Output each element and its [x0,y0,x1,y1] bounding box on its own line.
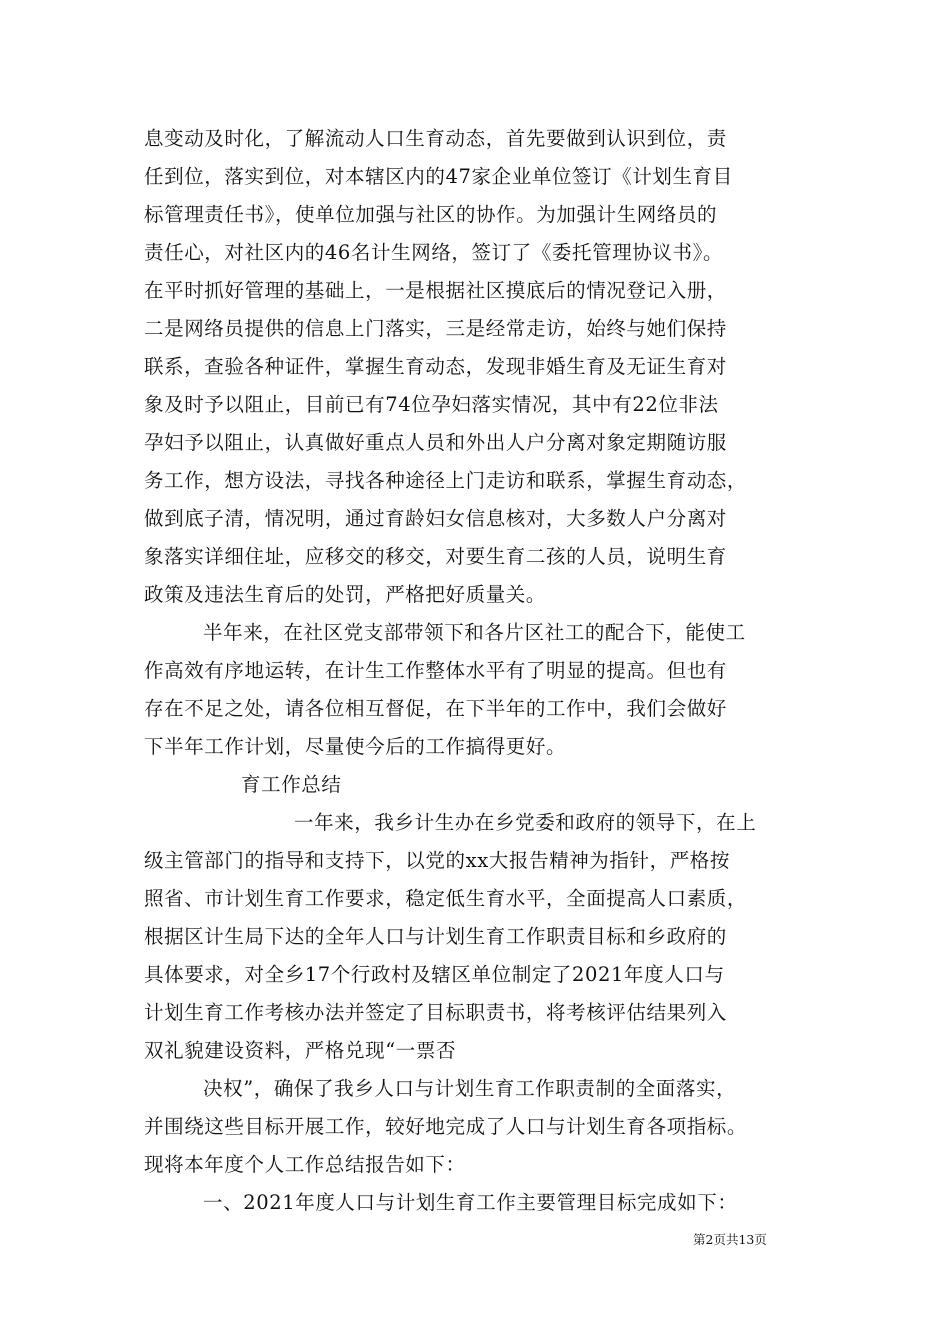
body-text-line: 责任心，对社区内的46名计生网络，签订了《委托管理协议书》。 [144,241,724,264]
body-text-line: 作高效有序地运转，在计生工作整体水平有了明显的提高。但也有 [144,659,727,682]
body-text-line: 标管理责任书》，使单位加强与社区的协作。为加强计生网络员的 [144,203,718,226]
body-text-line: 做到底子清，情况明，通过育龄妇女信息核对，大多数人户分离对 [144,507,727,530]
body-text-line: 现将本年度个人工作总结报告如下： [144,1153,466,1176]
body-text-line: 具体要求，对全乡17个行政村及辖区单位制定了2021年度人口与 [144,963,725,986]
page-number: 第2页共13页 [693,1232,767,1247]
body-text-line: 务工作，想方设法，寻找各种途径上门走访和联系，掌握生育动态， [144,469,748,492]
body-text-line: 存在不足之处，请各位相互督促，在下半年的工作中，我们会做好 [144,697,727,720]
body-text-line: 在平时抓好管理的基础上，一是根据社区摸底后的情况登记入册， [144,279,727,302]
body-text-line: 象落实详细住址，应移交的移交，对要生育二孩的人员，说明生育 [144,545,727,568]
body-text-line: 计划生育工作考核办法并签定了目标职责书，将考核评估结果列入 [144,1001,727,1024]
section-heading: 育工作总结 [241,773,342,796]
body-text-line: 一、2021年度人口与计划生育工作主要管理目标完成如下： [203,1191,738,1214]
body-text-line: 一年来，我乡计生办在乡党委和政府的领导下，在上 [294,811,757,834]
body-text-line: 息变动及时化，了解流动人口生育动态，首先要做到认识到位，责 [144,127,727,150]
body-text-line: 政策及违法生育后的处罚，严格把好质量关。 [144,583,547,606]
body-text-line: 半年来，在社区党支部带领下和各片区社工的配合下，能使工 [203,621,746,644]
body-text-line: 象及时予以阻止，目前已有74位孕妇落实情况，其中有22位非法 [144,393,719,416]
body-text-line: 级主管部门的指导和支持下，以党的xx大报告精神为指针，严格按 [144,849,730,872]
body-text-line: 下半年工作计划，尽量使今后的工作搞得更好。 [144,735,567,758]
body-text-line: 双礼貌建设资料，严格兑现“一票否 [144,1039,457,1062]
body-text-line: 根据区计生局下达的全年人口与计划生育工作职责目标和乡政府的 [144,925,727,948]
body-text-line: 并围绕这些目标开展工作，较好地完成了人口与计划生育各项指标。 [144,1115,748,1138]
body-text-line: 照省、市计划生育工作要求，稳定低生育水平，全面提高人口素质， [144,887,748,910]
body-text-line: 二是网络员提供的信息上门落实，三是经常走访，始终与她们保持 [144,317,727,340]
body-text-line: 决权”，确保了我乡人口与计划生育工作职责制的全面落实， [203,1077,737,1100]
body-text-line: 任到位，落实到位，对本辖区内的47家企业单位签订《计划生育目 [144,165,733,188]
body-text-line: 孕妇予以阻止，认真做好重点人员和外出人户分离对象定期随访服 [144,431,727,454]
body-text-line: 联系，查验各种证件，掌握生育动态，发现非婚生育及无证生育对 [144,355,727,378]
